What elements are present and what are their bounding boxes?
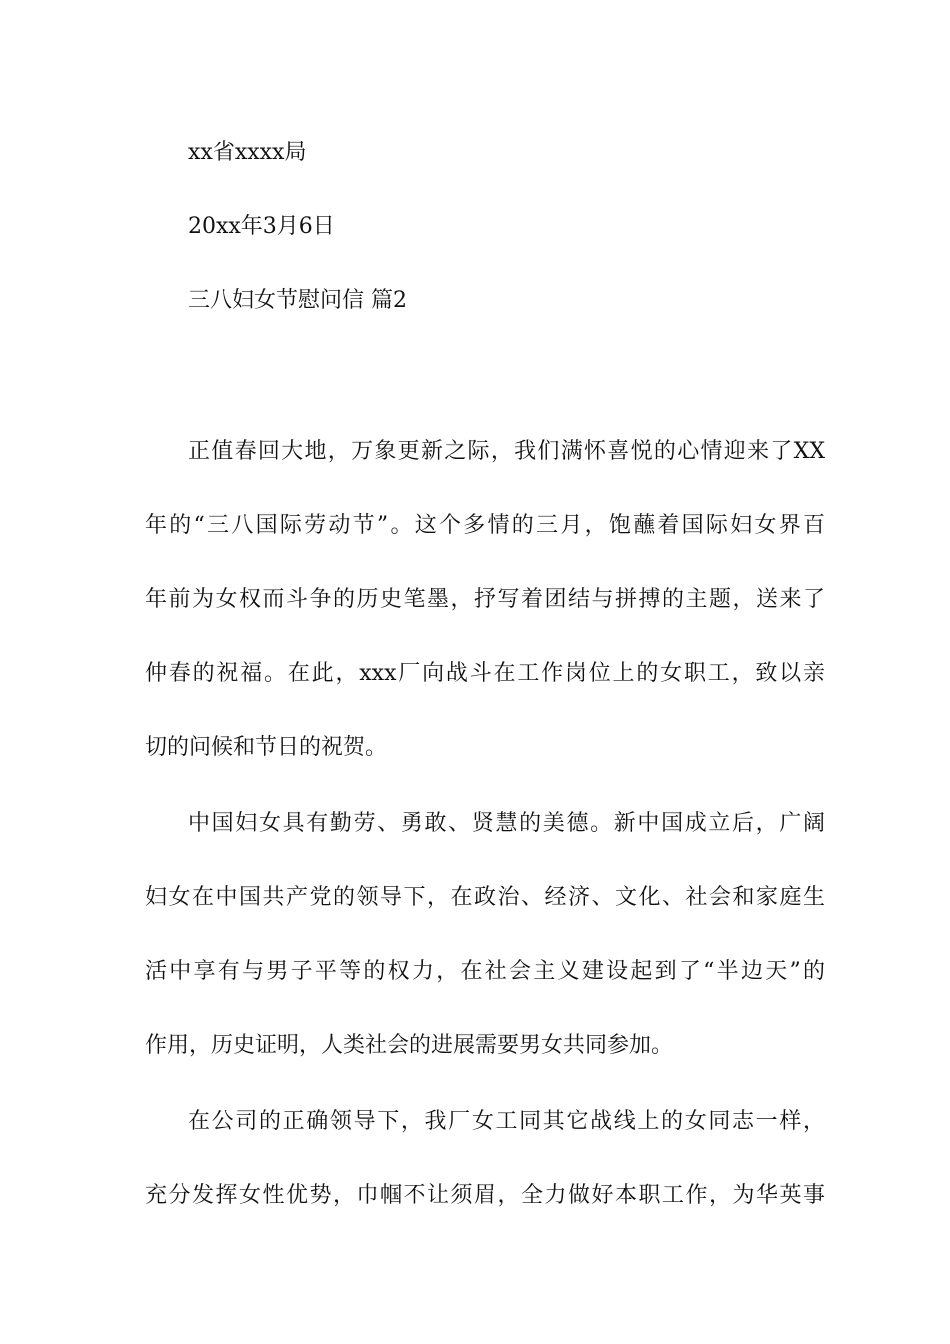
paragraph-3-line-2: 充分发挥女性优势，巾帼不让须眉，全力做好本职工作，为华英事 [145,1183,825,1208]
paragraph-2-line-4: 作用，历史证明，人类社会的进展需要男女共同参加。 [145,1033,674,1058]
paragraph-2-line-1: 中国妇女具有勤劳、勇敢、贤慧的美德。新中国成立后，广阔 [188,811,825,836]
date-line: 20xx年3月6日 [188,214,335,239]
sender-line: xx省xxxx局 [188,140,307,165]
section-title: 三八妇女节慰问信 篇2 [188,288,407,313]
paragraph-1-line-4: 仲春的祝福。在此，xxx厂向战斗在工作岗位上的女职工，致以亲 [145,661,825,686]
paragraph-3-line-1: 在公司的正确领导下，我厂女工同其它战线上的女同志一样， [188,1109,825,1134]
paragraph-1-line-2: 年的“三八国际劳动节”。这个多情的三月，饱蘸着国际妇女界百 [145,513,825,538]
paragraph-1-line-5: 切的问候和节日的祝贺。 [145,735,388,760]
paragraph-2-line-3: 活中享有与男子平等的权力，在社会主义建设起到了“半边天”的 [145,959,825,984]
paragraph-1-line-1: 正值春回大地，万象更新之际，我们满怀喜悦的心情迎来了XX [188,439,825,464]
paragraph-1-line-3: 年前为女权而斗争的历史笔墨，抒写着团结与拼搏的主题，送来了 [145,587,825,612]
paragraph-2-line-2: 妇女在中国共产党的领导下，在政治、经济、文化、社会和家庭生 [145,885,825,910]
